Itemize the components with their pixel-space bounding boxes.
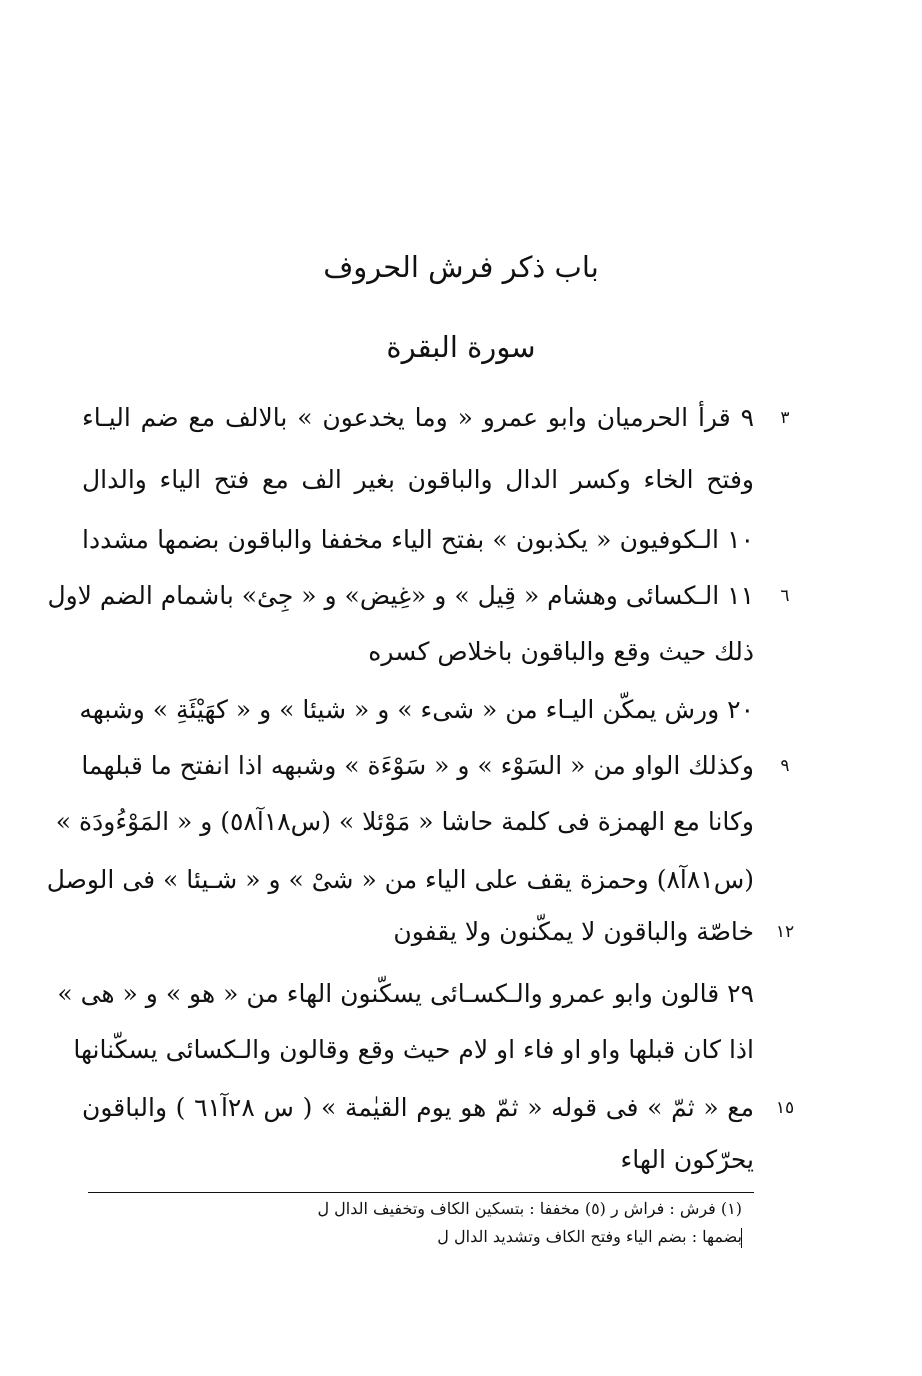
text-line: وفتح الخاء وكسر الدال والباقون بغير الف مع فتح الياء والدال xyxy=(82,465,755,494)
chapter-title: باب ذكر فرش الحروف xyxy=(323,250,599,284)
line-number xyxy=(760,802,810,842)
text-line: خاصّة والباقون لا يمكّنون ولا يقفون xyxy=(393,917,754,946)
line-number xyxy=(760,460,810,500)
line-number: ٣ xyxy=(780,408,790,428)
line-number: ٩ xyxy=(780,756,790,776)
text-line: ٢٩ قالون وابو عمرو والـكسـائى يسكّنون الهاء من « هو » و « هى » xyxy=(57,979,754,1008)
line-number: ١٥ xyxy=(775,1098,795,1118)
text-line: ٩ قرأ الحرميان وابو عمرو « وما يخدعون » بالالف مع ضم اليـاء xyxy=(82,403,754,432)
line-number xyxy=(760,860,810,900)
footnote-line: بضمها : بضم الياء وفتح الكاف وتشديد الدال ل xyxy=(437,1227,742,1246)
line-number xyxy=(760,690,810,730)
surah-title: سورة البقرة xyxy=(386,330,536,364)
text-line: وكانا مع الهمزة فى كلمة حاشا « مَوْئلا » (س١٨آ٥٨) و « المَوْءُودَة » xyxy=(55,807,754,836)
footnote-divider xyxy=(88,1192,754,1193)
line-number: ١٢ xyxy=(775,922,795,942)
text-line: اذا كان قبلها واو او فاء او لام حيث وقع وقالون والـكسائى يسكّنانها xyxy=(73,1035,754,1064)
line-number xyxy=(760,520,810,560)
line-number: ٦ xyxy=(780,586,790,606)
line-number xyxy=(760,1030,810,1070)
text-line: ٢٠ ورش يمكّن اليـاء من « شىء » و « شيئا » و « كهَيْئَةِ » وشبهه xyxy=(79,695,754,724)
text-line: يحرّكون الهاء xyxy=(620,1145,754,1174)
text-line: مع « ثمّ » فى قوله « ثمّ هو يوم القيٰمة » ( س ٢٨آ٦١ ) والباقون xyxy=(82,1093,754,1122)
line-number xyxy=(760,1140,810,1180)
line-number xyxy=(760,632,810,672)
footnote-line: (١) فرش : فراش ر (٥) مخففا : بتسكين الكاف وتخفيف الدال ل xyxy=(317,1199,742,1218)
text-line: وكذلك الواو من « السَوْء » و « سَوْءَة » وشبهه اذا انفتح ما قبلهما xyxy=(81,751,754,780)
text-line: ١١ الـكسائى وهشام « قِيل » و «غِيض» و « جِئ» باشمام الضم لاول xyxy=(47,581,754,610)
text-line: (س٨١آ٨) وحمزة يقف على الياء من « شىْ » و « شـيئا » فى الوصل xyxy=(46,865,754,894)
text-line: ١٠ الـكوفيون « يكذبون » بفتح الياء مخففا والباقون بضمها مشددا xyxy=(82,525,754,554)
text-line: ذلك حيث وقع والباقون باخلاص كسره xyxy=(368,637,754,666)
line-number xyxy=(760,974,810,1014)
